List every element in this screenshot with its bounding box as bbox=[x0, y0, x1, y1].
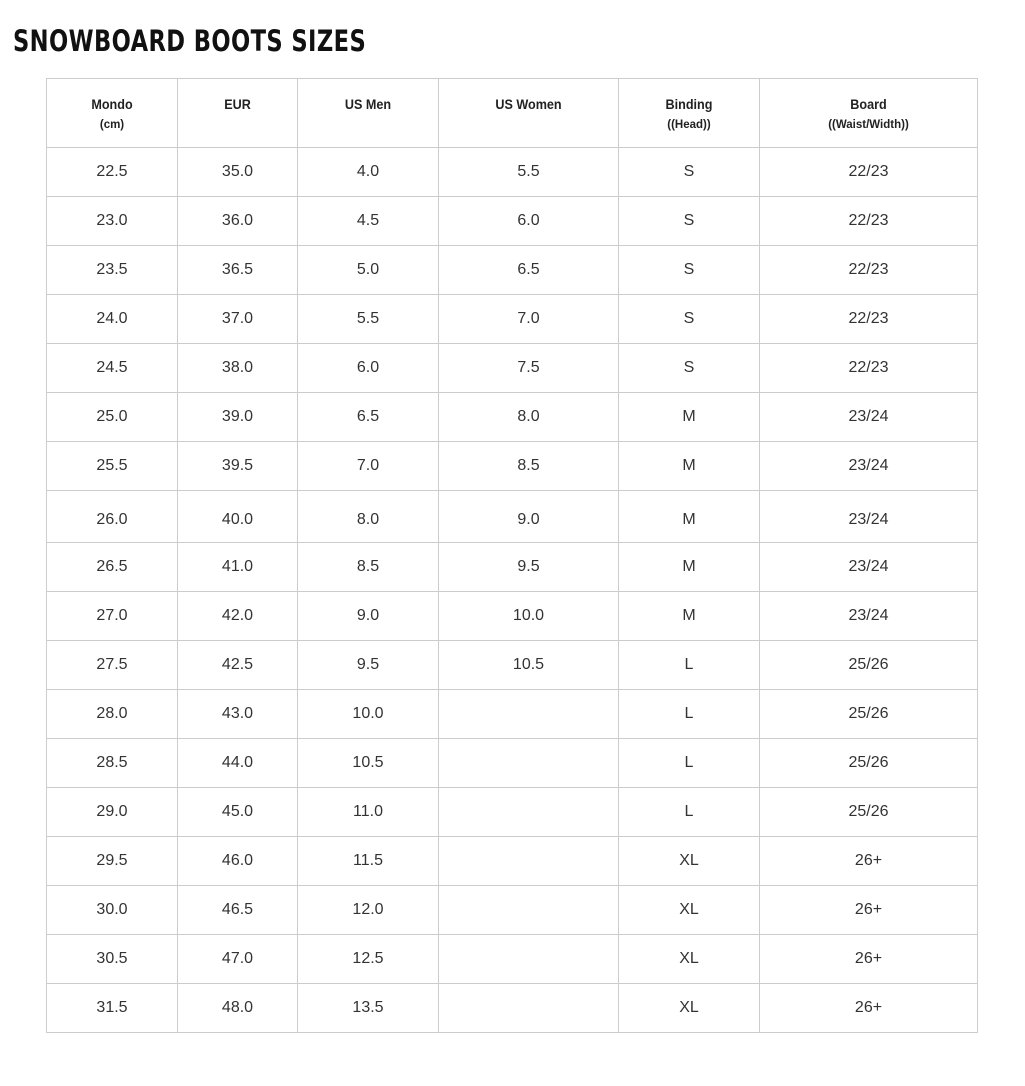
cell-binding: L bbox=[619, 739, 760, 788]
cell-eur: 46.0 bbox=[178, 837, 298, 886]
cell-binding: XL bbox=[619, 886, 760, 935]
table-row bbox=[47, 543, 978, 592]
cell-mondo: 29.5 bbox=[47, 837, 178, 886]
header-label: EUR bbox=[224, 96, 251, 112]
cell-us-men: 5.0 bbox=[298, 246, 439, 295]
cell-board: 22/23 bbox=[760, 344, 978, 393]
cell-mondo: 28.0 bbox=[47, 690, 178, 739]
cell-binding: M bbox=[619, 442, 760, 491]
cell-board: 26+ bbox=[760, 837, 978, 886]
cell-binding: S bbox=[619, 344, 760, 393]
header-board bbox=[760, 79, 978, 148]
cell-us-women: 9.5 bbox=[439, 543, 619, 592]
size-table bbox=[46, 78, 978, 1033]
table-row bbox=[47, 393, 978, 442]
header-sublabel: ((Waist/Width)) bbox=[828, 119, 909, 131]
cell-mondo: 30.5 bbox=[47, 935, 178, 984]
header-eur bbox=[178, 79, 298, 148]
cell-us-men: 8.0 bbox=[298, 491, 439, 543]
cell-board: 26+ bbox=[760, 984, 978, 1033]
cell-us-women bbox=[439, 739, 619, 788]
cell-mondo: 26.0 bbox=[47, 491, 178, 543]
cell-us-men: 10.0 bbox=[298, 690, 439, 739]
cell-eur: 39.5 bbox=[178, 442, 298, 491]
cell-eur: 40.0 bbox=[178, 491, 298, 543]
cell-us-women: 10.0 bbox=[439, 592, 619, 641]
cell-us-men: 13.5 bbox=[298, 984, 439, 1033]
table-row bbox=[47, 197, 978, 246]
table-row bbox=[47, 344, 978, 393]
header-label: Binding bbox=[665, 96, 713, 112]
cell-us-men: 10.5 bbox=[298, 739, 439, 788]
table-row bbox=[47, 442, 978, 491]
cell-us-women bbox=[439, 788, 619, 837]
cell-mondo: 27.0 bbox=[47, 592, 178, 641]
cell-binding: S bbox=[619, 197, 760, 246]
table-row bbox=[47, 295, 978, 344]
cell-board: 22/23 bbox=[760, 197, 978, 246]
cell-board: 23/24 bbox=[760, 592, 978, 641]
cell-us-men: 11.5 bbox=[298, 837, 439, 886]
cell-us-men: 5.5 bbox=[298, 295, 439, 344]
cell-us-women: 6.0 bbox=[439, 197, 619, 246]
cell-us-men: 12.0 bbox=[298, 886, 439, 935]
cell-board: 22/23 bbox=[760, 295, 978, 344]
table-row bbox=[47, 935, 978, 984]
table-row bbox=[47, 739, 978, 788]
cell-binding: XL bbox=[619, 984, 760, 1033]
table-row bbox=[47, 837, 978, 886]
cell-binding: S bbox=[619, 246, 760, 295]
cell-mondo: 25.5 bbox=[47, 442, 178, 491]
table-row bbox=[47, 148, 978, 197]
header-us-women bbox=[439, 79, 619, 148]
cell-us-women: 8.0 bbox=[439, 393, 619, 442]
cell-us-women: 7.0 bbox=[439, 295, 619, 344]
cell-binding: S bbox=[619, 148, 760, 197]
cell-eur: 42.5 bbox=[178, 641, 298, 690]
cell-us-women bbox=[439, 984, 619, 1033]
cell-board: 23/24 bbox=[760, 393, 978, 442]
cell-binding: S bbox=[619, 295, 760, 344]
header-label: US Women bbox=[495, 96, 562, 112]
cell-board: 22/23 bbox=[760, 246, 978, 295]
cell-board: 25/26 bbox=[760, 641, 978, 690]
cell-binding: M bbox=[619, 491, 760, 543]
cell-eur: 42.0 bbox=[178, 592, 298, 641]
page-title: SNOWBOARD BOOTS SIZES bbox=[13, 24, 367, 58]
cell-mondo: 23.0 bbox=[47, 197, 178, 246]
header-sublabel: ((Head)) bbox=[667, 119, 711, 131]
cell-eur: 41.0 bbox=[178, 543, 298, 592]
cell-us-men: 12.5 bbox=[298, 935, 439, 984]
header-mondo bbox=[47, 79, 178, 148]
header-sublabel: (cm) bbox=[99, 119, 125, 131]
table-body bbox=[47, 148, 978, 1033]
cell-binding: XL bbox=[619, 935, 760, 984]
cell-mondo: 24.5 bbox=[47, 344, 178, 393]
table-row bbox=[47, 886, 978, 935]
cell-eur: 45.0 bbox=[178, 788, 298, 837]
cell-us-men: 4.0 bbox=[298, 148, 439, 197]
cell-binding: M bbox=[619, 543, 760, 592]
cell-binding: XL bbox=[619, 837, 760, 886]
cell-binding: L bbox=[619, 788, 760, 837]
cell-eur: 35.0 bbox=[178, 148, 298, 197]
cell-us-men: 6.5 bbox=[298, 393, 439, 442]
header-label: US Men bbox=[344, 96, 392, 112]
cell-us-men: 11.0 bbox=[298, 788, 439, 837]
cell-board: 23/24 bbox=[760, 442, 978, 491]
cell-mondo: 26.5 bbox=[47, 543, 178, 592]
cell-eur: 39.0 bbox=[178, 393, 298, 442]
cell-binding: L bbox=[619, 641, 760, 690]
cell-us-women bbox=[439, 935, 619, 984]
header-us-men bbox=[298, 79, 439, 148]
cell-mondo: 28.5 bbox=[47, 739, 178, 788]
cell-eur: 44.0 bbox=[178, 739, 298, 788]
cell-eur: 37.0 bbox=[178, 295, 298, 344]
cell-us-women: 5.5 bbox=[439, 148, 619, 197]
table-row bbox=[47, 641, 978, 690]
cell-board: 23/24 bbox=[760, 543, 978, 592]
table-row bbox=[47, 246, 978, 295]
cell-us-women: 10.5 bbox=[439, 641, 619, 690]
table-row bbox=[47, 592, 978, 641]
cell-us-women: 9.0 bbox=[439, 491, 619, 543]
header-label: Board bbox=[850, 96, 887, 112]
cell-us-men: 6.0 bbox=[298, 344, 439, 393]
cell-mondo: 24.0 bbox=[47, 295, 178, 344]
cell-mondo: 27.5 bbox=[47, 641, 178, 690]
table-row bbox=[47, 690, 978, 739]
cell-eur: 36.0 bbox=[178, 197, 298, 246]
table-header bbox=[47, 79, 978, 148]
cell-us-women bbox=[439, 886, 619, 935]
cell-mondo: 30.0 bbox=[47, 886, 178, 935]
cell-board: 25/26 bbox=[760, 788, 978, 837]
cell-us-women bbox=[439, 837, 619, 886]
cell-us-women: 7.5 bbox=[439, 344, 619, 393]
cell-eur: 48.0 bbox=[178, 984, 298, 1033]
cell-board: 25/26 bbox=[760, 739, 978, 788]
cell-mondo: 23.5 bbox=[47, 246, 178, 295]
cell-mondo: 31.5 bbox=[47, 984, 178, 1033]
header-label: Mondo bbox=[91, 96, 133, 112]
cell-board: 25/26 bbox=[760, 690, 978, 739]
header-row bbox=[47, 79, 978, 148]
cell-us-women: 6.5 bbox=[439, 246, 619, 295]
cell-eur: 43.0 bbox=[178, 690, 298, 739]
cell-eur: 38.0 bbox=[178, 344, 298, 393]
cell-eur: 36.5 bbox=[178, 246, 298, 295]
cell-board: 26+ bbox=[760, 886, 978, 935]
cell-us-women bbox=[439, 690, 619, 739]
cell-binding: L bbox=[619, 690, 760, 739]
cell-mondo: 25.0 bbox=[47, 393, 178, 442]
cell-us-men: 7.0 bbox=[298, 442, 439, 491]
cell-board: 22/23 bbox=[760, 148, 978, 197]
cell-binding: M bbox=[619, 592, 760, 641]
table-row bbox=[47, 788, 978, 837]
cell-board: 26+ bbox=[760, 935, 978, 984]
cell-eur: 47.0 bbox=[178, 935, 298, 984]
cell-eur: 46.5 bbox=[178, 886, 298, 935]
cell-us-men: 9.0 bbox=[298, 592, 439, 641]
cell-us-men: 9.5 bbox=[298, 641, 439, 690]
table-row bbox=[47, 984, 978, 1033]
cell-board: 23/24 bbox=[760, 491, 978, 543]
cell-mondo: 22.5 bbox=[47, 148, 178, 197]
cell-us-women: 8.5 bbox=[439, 442, 619, 491]
cell-us-men: 8.5 bbox=[298, 543, 439, 592]
cell-mondo: 29.0 bbox=[47, 788, 178, 837]
cell-us-men: 4.5 bbox=[298, 197, 439, 246]
table-row bbox=[47, 491, 978, 543]
header-binding bbox=[619, 79, 760, 148]
cell-binding: M bbox=[619, 393, 760, 442]
